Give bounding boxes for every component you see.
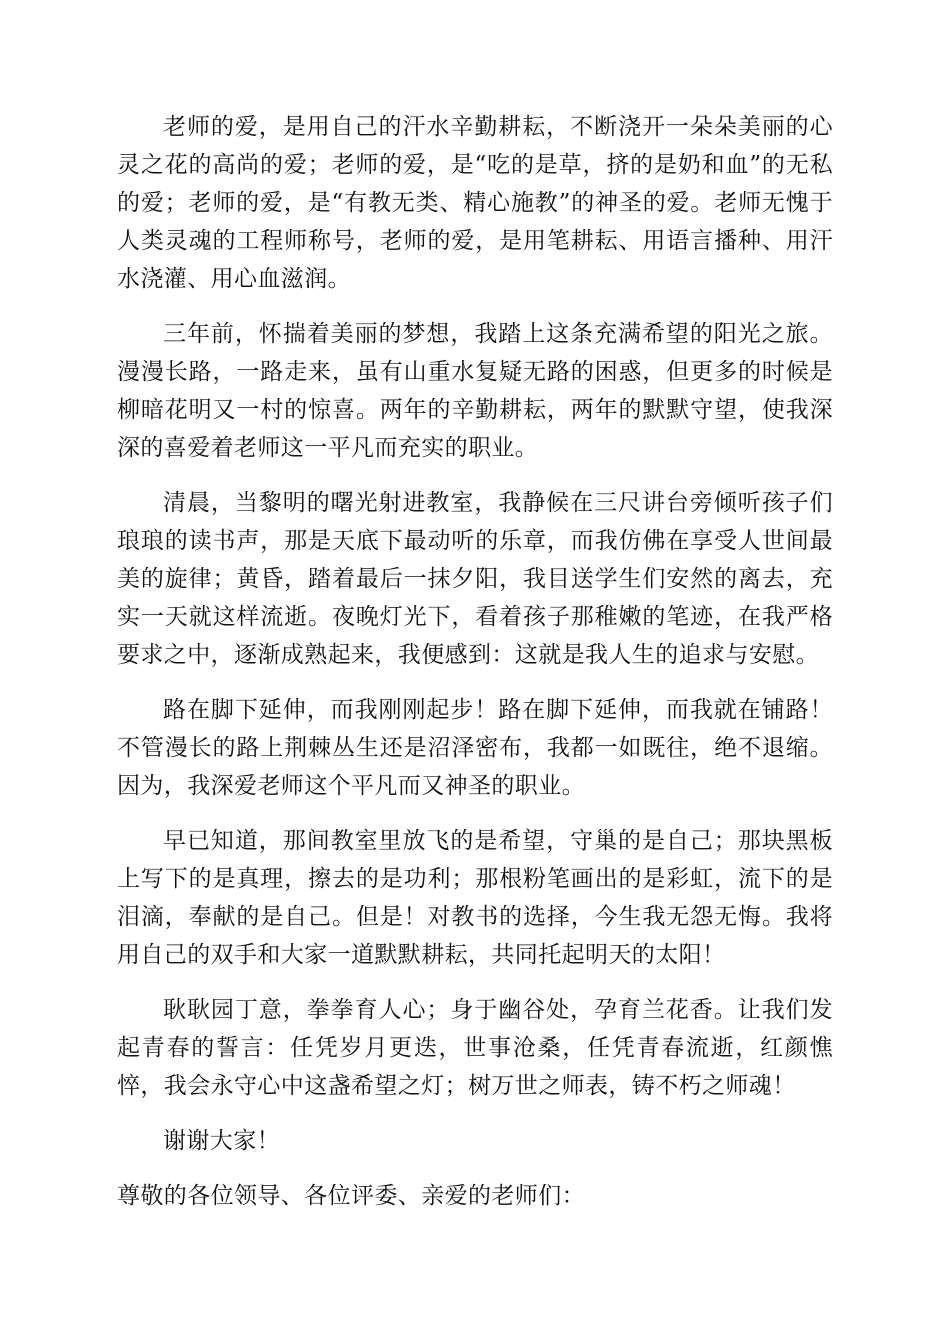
speech-text [117, 108, 833, 1232]
paragraph-youth-vow: 耿耿园丁意，拳拳育人心；身于幽谷处，孕育兰花香。让我们发起青春的誓言：任凭岁月更迭，世事沧桑，任凭青春流逝，红颜憔悴，我会永守心中这盏希望之灯；树万世之师表，铸不朽之师魂！ [117, 997, 833, 1099]
paragraph-three-years-ago: 三年前，怀揣着美丽的梦想，我踏上这条充满希望的阳光之旅。漫漫长路，一路走来，虽有山重水复疑无路的困惑，但更多的时候是柳暗花明又一村的惊喜。两年的辛勤耕耘，两年的默默守望，使我深深的喜爱着老师这一平凡而充实的职业。 [117, 321, 833, 461]
paragraph-teacher-love: 老师的爱，是用自己的汗水辛勤耕耘，不断浇开一朵朵美丽的心灵之花的高尚的爱；老师的爱，是“吃的是草，挤的是奶和血”的无私的爱；老师的爱，是“有教无类、精心施教”的神圣的爱。老师无愧于人类灵魂的工程师称号，老师的爱，是用笔耕耘、用语言播种、用汗水浇灌、用心血滋润。 [117, 114, 833, 292]
paragraph-salutation: 尊敬的各位领导、各位评委、亲爱的老师们： [117, 1183, 585, 1209]
paragraph-morning-evening: 清晨，当黎明的曙光射进教室，我静候在三尺讲台旁倾听孩子们琅琅的读书声，那是天底下最动听的乐章，而我仿佛在享受人世间最美的旋律；黄昏，踏着最后一抹夕阳，我目送学生们安然的离去，充实一天就这样流逝。夜晚灯光下，看着孩子那稚嫩的笔迹，在我严格要求之中，逐渐成熟起来，我便感到：这就是我人生的追求与安慰。 [117, 490, 833, 668]
paragraph-thanks: 谢谢大家！ [163, 1128, 280, 1154]
paragraph-classroom-hope: 早已知道，那间教室里放飞的是希望，守巢的是自己；那块黑板上写下的是真理，擦去的是功利；那根粉笔画出的是彩虹，流下的是泪滴，奉献的是自己。但是！对教书的选择，今生我无怨无悔。我将用自己的双手和大家一道默默耕耘，共同托起明天的太阳！ [117, 828, 833, 968]
paragraph-road-ahead: 路在脚下延伸，而我刚刚起步！路在脚下延伸，而我就在铺路！不管漫长的路上荆棘丛生还是沼泽密布，我都一如既往，绝不退缩。因为，我深爱老师这个平凡而又神圣的职业。 [117, 697, 833, 799]
